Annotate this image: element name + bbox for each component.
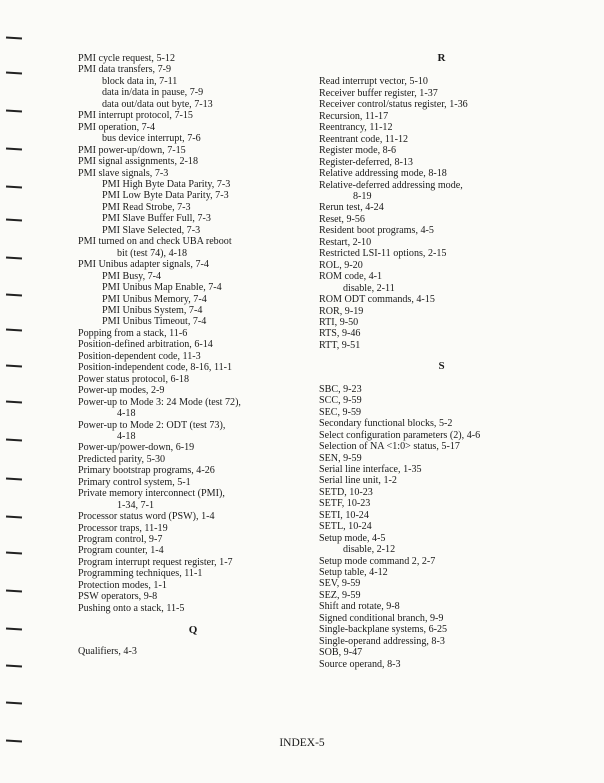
index-entry: Read interrupt vector, 5-10 <box>319 76 428 88</box>
index-entry: PMI operation, 7-4 <box>78 121 156 133</box>
index-entry: Reentrant code, 11-12 <box>319 133 409 145</box>
index-entry: RTI, 9-50 <box>319 316 359 328</box>
index-entry: Source operand, 8-3 <box>319 658 401 670</box>
index-entry: PMI Busy, 7-4 <box>102 270 162 282</box>
binding-tick-mark <box>6 664 22 667</box>
index-entry: Setup mode, 4-5 <box>319 532 386 544</box>
index-entry: Popping from a stack, 11-6 <box>78 327 188 339</box>
index-entry: PMI Slave Buffer Full, 7-3 <box>102 213 211 225</box>
section-heading-s: S <box>438 360 445 373</box>
index-entry: Register mode, 8-6 <box>319 145 397 157</box>
binding-tick-mark <box>6 71 22 74</box>
index-entry: data out/data out byte, 7-13 <box>102 98 213 110</box>
index-entry: Processor status word (PSW), 1-4 <box>78 511 215 523</box>
index-entry: PMI Unibus System, 7-4 <box>102 304 203 316</box>
binding-tick-mark <box>6 627 22 630</box>
index-entry: Secondary functional blocks, 5-2 <box>319 418 453 430</box>
index-entry: Protection modes, 1-1 <box>78 579 167 591</box>
index-entry: data in/data in pause, 7-9 <box>102 87 204 99</box>
index-entry: PMI Slave Selected, 7-3 <box>102 224 201 236</box>
index-entry: ROR, 9-19 <box>319 305 364 317</box>
index-entry: Resident boot programs, 4-5 <box>319 225 434 237</box>
binding-tick-mark <box>6 477 22 480</box>
binding-tick-mark <box>6 185 22 188</box>
binding-tick-mark <box>6 364 22 367</box>
index-entry: Processor traps, 11-19 <box>78 522 168 534</box>
binding-tick-mark <box>6 256 22 259</box>
index-entry: Select configuration parameters (2), 4-6 <box>319 429 481 441</box>
index-entry: Restart, 2-10 <box>319 236 372 248</box>
index-entry: Power-up/power-down, 6-19 <box>78 442 195 454</box>
index-entry: Programming techniques, 11-1 <box>78 568 203 580</box>
index-entry: Primary control system, 5-1 <box>78 476 191 488</box>
index-entry: PMI Unibus adapter signals, 7-4 <box>78 259 209 271</box>
index-entry: Receiver buffer register, 1-37 <box>319 87 438 99</box>
index-entry: Program counter, 1-4 <box>78 545 164 557</box>
index-entry: 4-18 <box>117 430 136 442</box>
binding-tick-mark <box>6 701 22 704</box>
index-entry: SETD, 10-23 <box>319 486 373 498</box>
index-entry: SETF, 10-23 <box>319 498 371 510</box>
index-entry: Single-operand addressing, 8-3 <box>319 635 445 647</box>
binding-tick-mark <box>6 400 22 403</box>
index-entry: Signed conditional branch, 9-9 <box>319 612 444 624</box>
index-entry: bit (test 74), 4-18 <box>117 247 188 259</box>
index-entry: PMI Read Strobe, 7-3 <box>102 201 191 213</box>
index-entry: Restricted LSI-11 options, 2-15 <box>319 248 447 260</box>
index-entry: SEV, 9-59 <box>319 578 361 590</box>
index-entry: ROM code, 4-1 <box>319 271 383 283</box>
index-entry: disable, 2-11 <box>343 282 395 294</box>
index-entry: Power status protocol, 6-18 <box>78 373 190 385</box>
index-entry: PMI turned on and check UBA reboot <box>78 236 232 248</box>
binding-tick-mark <box>6 147 22 150</box>
index-entry: Selection of NA <1:0> status, 5-17 <box>319 441 460 453</box>
binding-margin-marks <box>0 0 28 783</box>
index-entry: Power-up to Mode 2: ODT (test 73), <box>78 419 226 431</box>
section-heading-r: R <box>437 52 446 64</box>
index-entry: SBC, 9-23 <box>319 383 362 395</box>
index-entry: Rerun test, 4-24 <box>319 202 384 214</box>
index-column-left <box>78 53 308 657</box>
section-heading-q: Q <box>188 624 198 637</box>
index-entry: PSW operators, 9-8 <box>78 591 158 603</box>
index-entry: Setup table, 4-12 <box>319 567 388 579</box>
index-entry: PMI power-up/down, 7-15 <box>78 144 186 156</box>
binding-tick-mark <box>6 293 22 296</box>
entries-q-list <box>78 646 308 657</box>
index-entry: PMI Low Byte Data Parity, 7-3 <box>102 190 229 202</box>
index-entry: Primary bootstrap programs, 4-26 <box>78 465 215 477</box>
index-entry: PMI interrupt protocol, 7-15 <box>78 110 193 122</box>
index-entry: SEN, 9-59 <box>319 452 362 464</box>
index-entry: RTT, 9-51 <box>319 339 361 351</box>
index-entry: Position-dependent code, 11-3 <box>78 350 201 362</box>
index-entry: ROL, 9-20 <box>319 259 363 271</box>
index-entry: ROM ODT commands, 4-15 <box>319 294 435 306</box>
index-entry: SETL, 10-24 <box>319 521 372 533</box>
index-entry: Recursion, 11-17 <box>319 110 389 122</box>
index-entry: Serial line interface, 1-35 <box>319 463 422 475</box>
index-entry: Predicted parity, 5-30 <box>78 453 166 465</box>
index-entry: bus device interrupt, 7-6 <box>102 133 201 145</box>
binding-tick-mark <box>6 438 22 441</box>
index-entry: Serial line unit, 1-2 <box>319 475 397 487</box>
index-entry: Receiver control/status register, 1-36 <box>319 99 468 111</box>
index-entry: SEZ, 9-59 <box>319 589 361 601</box>
index-entry: Reentrancy, 11-12 <box>319 122 393 134</box>
index-entry: Reset, 9-56 <box>319 213 365 225</box>
binding-tick-mark <box>6 515 22 518</box>
index-entry: Relative-deferred addressing mode, <box>319 179 463 191</box>
index-entry: SCC, 9-59 <box>319 395 362 407</box>
index-entry: 4-18 <box>117 408 136 420</box>
index-entry: Shift and rotate, 9-8 <box>319 601 400 613</box>
index-entry: PMI signal assignments, 2-18 <box>78 156 199 168</box>
index-entry: Qualifiers, 4-3 <box>78 645 137 657</box>
index-entry: Position-independent code, 8-16, 11-1 <box>78 362 233 374</box>
page-number-footer: INDEX-5 <box>279 737 325 749</box>
index-entry: PMI Unibus Timeout, 7-4 <box>102 316 207 328</box>
index-entry: PMI Unibus Memory, 7-4 <box>102 293 207 305</box>
index-entry: disable, 2-12 <box>343 544 396 556</box>
index-entry: Setup mode command 2, 2-7 <box>319 555 436 567</box>
index-entry: SOB, 9-47 <box>319 647 363 659</box>
index-entry: 1-34, 7-1 <box>117 499 155 511</box>
entries-r-list <box>319 76 564 351</box>
binding-tick-mark <box>6 328 22 331</box>
binding-tick-mark <box>6 36 22 39</box>
index-entry: RTS, 9-46 <box>319 328 361 340</box>
entries-s-list <box>319 384 564 670</box>
index-entry: Relative addressing mode, 8-18 <box>319 168 447 180</box>
entries-p-list <box>78 53 308 614</box>
index-column-right <box>319 53 564 670</box>
index-entry: Register-deferred, 8-13 <box>319 156 413 168</box>
index-entry: PMI Unibus Map Enable, 7-4 <box>102 282 222 294</box>
index-entry: PMI cycle request, 5-12 <box>78 53 175 64</box>
binding-tick-mark <box>6 109 22 112</box>
index-entry: Power-up modes, 2-9 <box>78 385 165 397</box>
index-entry: SEC, 9-59 <box>319 406 362 418</box>
index-entry: SETI, 10-24 <box>319 509 369 521</box>
binding-tick-mark <box>6 589 22 592</box>
binding-tick-mark <box>6 551 22 554</box>
index-entry: 8-19 <box>353 190 372 202</box>
index-entry: Single-backplane systems, 6-25 <box>319 624 448 636</box>
index-entry: Program control, 9-7 <box>78 534 163 546</box>
index-entry: Private memory interconnect (PMI), <box>78 488 225 500</box>
index-entry: Program interrupt request register, 1-7 <box>78 556 233 568</box>
index-entry: PMI High Byte Data Parity, 7-3 <box>102 178 231 190</box>
index-entry: Pushing onto a stack, 11-5 <box>78 602 185 614</box>
index-entry: PMI data transfers, 7-9 <box>78 64 172 76</box>
index-entry: block data in, 7-11 <box>102 75 178 87</box>
index-entry: Power-up to Mode 3: 24 Mode (test 72), <box>78 396 241 408</box>
index-entry: Position-defined arbitration, 6-14 <box>78 339 213 351</box>
binding-tick-mark <box>6 218 22 221</box>
index-entry: PMI slave signals, 7-3 <box>78 167 169 179</box>
